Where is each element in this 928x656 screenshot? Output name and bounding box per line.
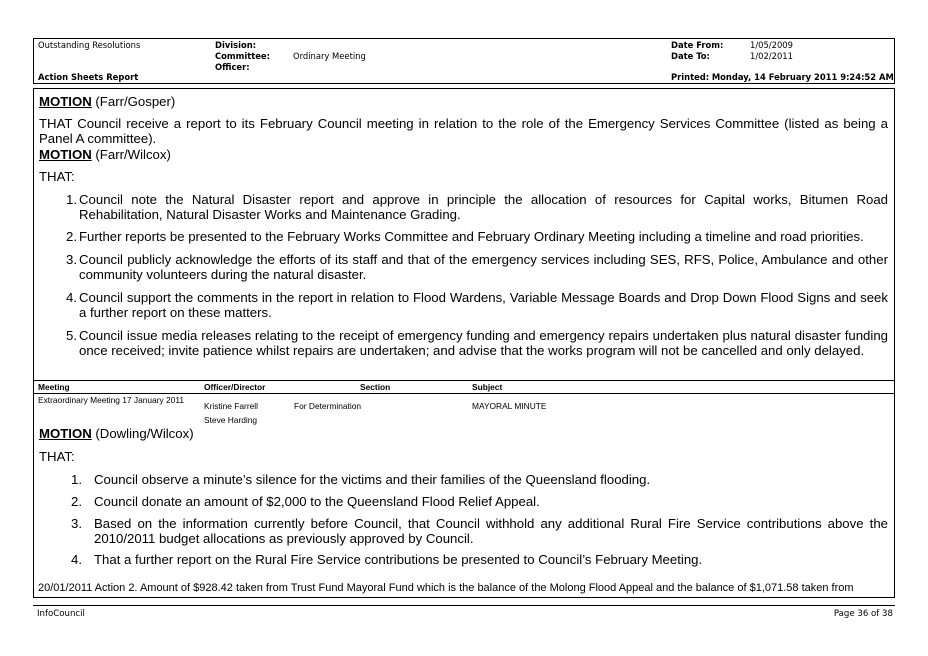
list-item-text: Council note the Natural Disaster report and approve in principle the allocation of resources for Capital works, Bitumen Road Rehabilitation, Natural Disaster Works and Maintenance Grading. bbox=[79, 192, 888, 222]
list-number: 5. bbox=[66, 328, 77, 343]
section-value: For Determination bbox=[294, 401, 362, 411]
date-to-label: Date To: bbox=[671, 51, 710, 61]
motion-heading bbox=[39, 147, 171, 162]
list-number: 2. bbox=[66, 229, 77, 244]
page-number: Page 36 of 38 bbox=[833, 609, 893, 619]
list-number: 1. bbox=[66, 192, 77, 207]
motion-movers: (Farr/Gosper) bbox=[91, 94, 176, 109]
list-number: 1. bbox=[71, 472, 82, 487]
motion-movers: (Dowling/Wilcox) bbox=[91, 426, 194, 441]
col-header-section: Section bbox=[360, 382, 391, 392]
report-name: Outstanding Resolutions bbox=[38, 40, 141, 50]
list-number: 3. bbox=[66, 252, 77, 267]
printed-label: Printed: bbox=[671, 72, 710, 82]
action-note: 20/01/2011 Action 2. Amount of $928.42 taken from Trust Fund Mayoral Fund which is the balance of the Molong Flood Appeal and the balance of $1,071.58 taken from bbox=[38, 582, 854, 594]
col-header-officer: Officer/Director bbox=[204, 382, 266, 392]
that-label: THAT: bbox=[39, 449, 75, 464]
printed-line bbox=[671, 72, 894, 82]
meeting-value: Extraordinary Meeting 17 January 2011 bbox=[38, 395, 185, 405]
report-type: Action Sheets Report bbox=[38, 72, 139, 82]
committee-label: Committee: bbox=[215, 51, 270, 61]
motion-label: MOTION bbox=[39, 147, 92, 162]
date-from-value: 1/05/2009 bbox=[750, 40, 793, 50]
divider bbox=[33, 380, 895, 381]
list-number: 4. bbox=[71, 552, 82, 567]
list-item-text: Council donate an amount of $2,000 to the Queensland Flood Relief Appeal. bbox=[94, 494, 540, 509]
motion-heading bbox=[39, 94, 175, 109]
list-item-text: Council publicly acknowledge the efforts of its staff and that of the emergency services including SES, RFS, Police, Ambulance and other community volunteers during the natural disaster. bbox=[79, 252, 888, 282]
list-number: 4. bbox=[66, 290, 77, 305]
date-from-label: Date From: bbox=[671, 40, 724, 50]
list-item-text: Based on the information currently before Council, that Council withhold any additional Rural Fire Service contributions above the 2010/2011 budget allocations as previously approved by Council. bbox=[94, 516, 888, 546]
list-item-text: Further reports be presented to the February Works Committee and February Ordinary Meeting including a timeline and road priorities. bbox=[79, 229, 864, 244]
motion-label: MOTION bbox=[39, 426, 92, 441]
list-item-text: Council issue media releases relating to the receipt of emergency funding and emergency repairs undertaken plus natural disaster funding once received; invite patience whilst repairs are undertaken; and advise that the works program will not be cancelled and only delayed. bbox=[79, 328, 888, 358]
committee-value: Ordinary Meeting bbox=[293, 51, 366, 61]
footer-rule bbox=[33, 605, 895, 606]
col-header-subject: Subject bbox=[472, 382, 503, 392]
list-number: 2. bbox=[71, 494, 82, 509]
list-item-text: Council observe a minute’s silence for the victims and their families of the Queensland flooding. bbox=[94, 472, 651, 487]
subject-value: MAYORAL MINUTE bbox=[472, 401, 547, 411]
list-item bbox=[79, 192, 888, 222]
officer-label: Officer: bbox=[215, 62, 250, 72]
list-item-text: Council support the comments in the report in relation to Flood Wardens, Variable Message Boards and Drop Down Flood Signs and seek a further report on these matters. bbox=[79, 290, 888, 320]
motion-movers: (Farr/Wilcox) bbox=[91, 147, 171, 162]
division-label: Division: bbox=[215, 40, 257, 50]
officer-value: Kristine Farrell bbox=[204, 401, 258, 411]
that-label: THAT: bbox=[39, 169, 75, 184]
footer-app-name: InfoCouncil bbox=[37, 609, 85, 619]
motion-text: THAT Council receive a report to its February Council meeting in relation to the role of the Emergency Services Committee (listed as being a Panel A committee). bbox=[39, 116, 888, 146]
motion-heading bbox=[39, 426, 194, 441]
divider bbox=[33, 393, 895, 394]
date-to-value: 1/02/2011 bbox=[750, 51, 793, 61]
col-header-meeting: Meeting bbox=[38, 382, 70, 392]
printed-value: Monday, 14 February 2011 9:24:52 AM bbox=[711, 72, 894, 82]
list-number: 3. bbox=[71, 516, 82, 531]
motion-label: MOTION bbox=[39, 94, 92, 109]
officer-value: Steve Harding bbox=[204, 415, 258, 425]
list-item-text: That a further report on the Rural Fire Service contributions be presented to Council’s February Meeting. bbox=[94, 552, 703, 567]
